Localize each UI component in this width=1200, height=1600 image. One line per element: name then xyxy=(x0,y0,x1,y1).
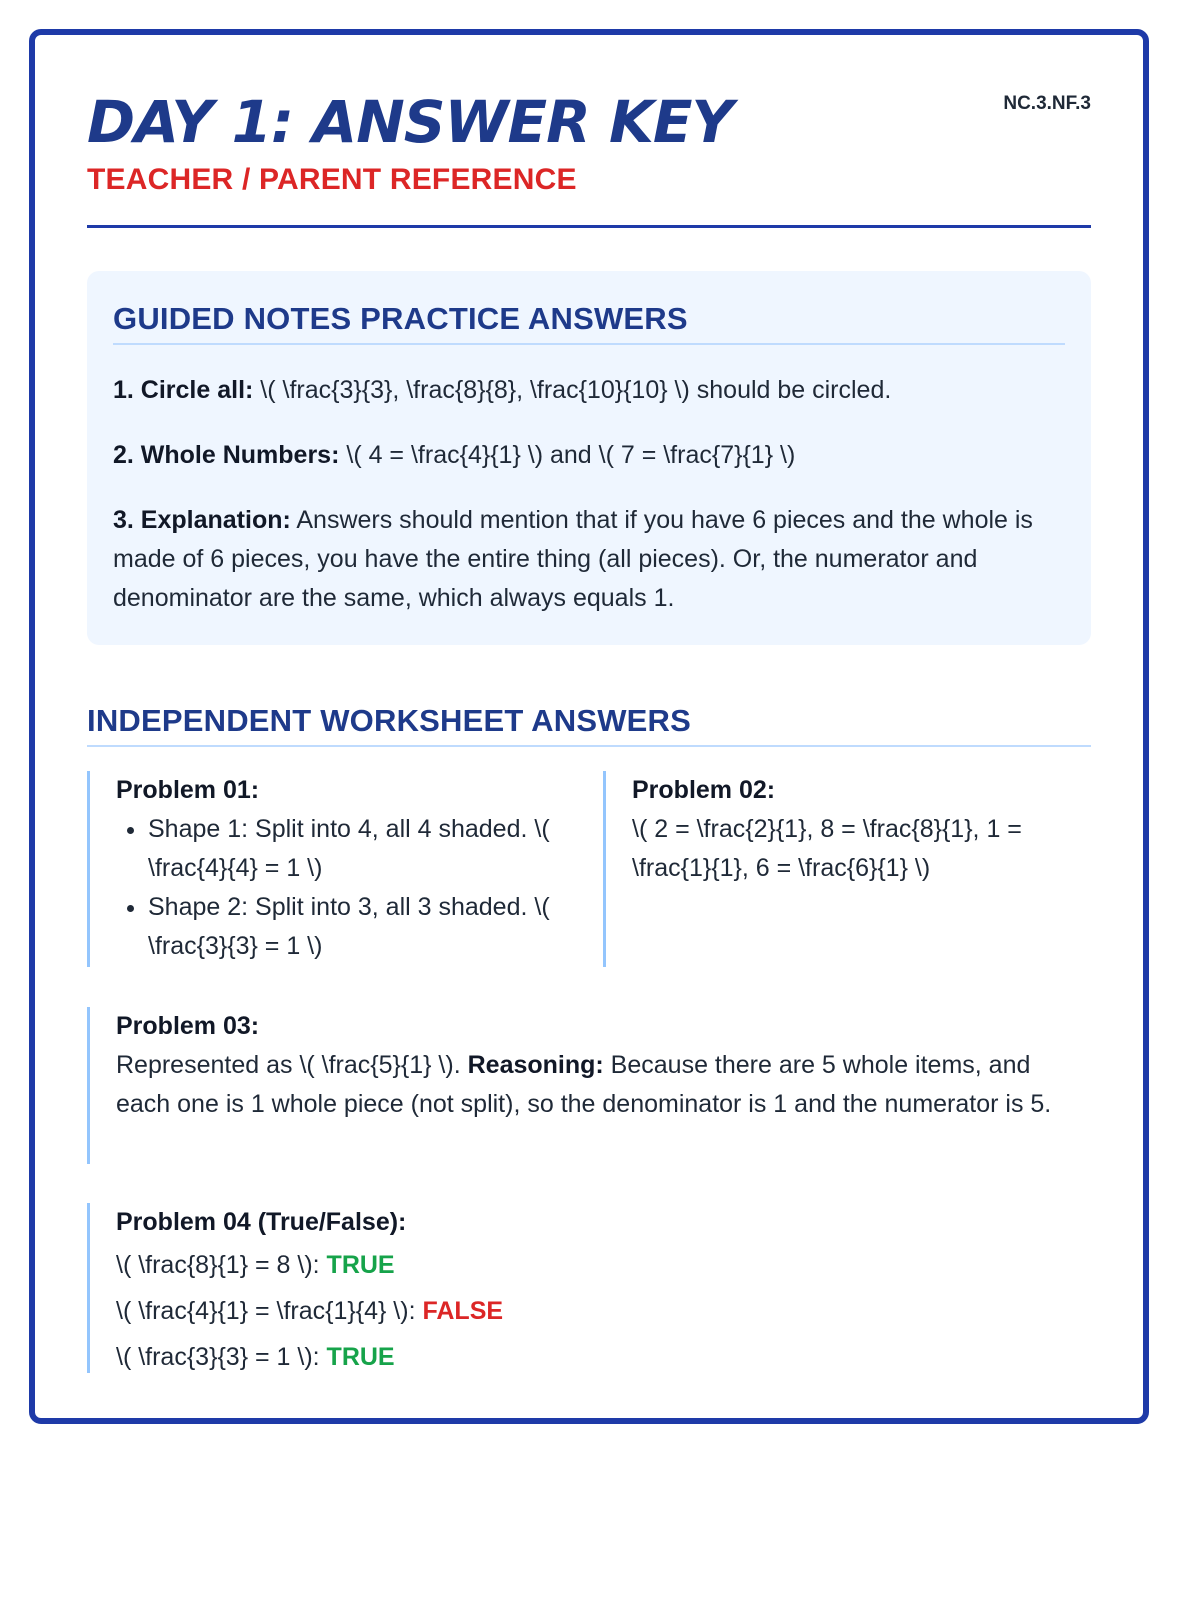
problem-title: Problem 04 (True/False): xyxy=(116,1208,407,1236)
guided-answer-label: 3. Explanation: xyxy=(113,506,291,534)
tf-answer: TRUE xyxy=(326,1251,395,1279)
guided-notes-section xyxy=(87,271,1091,645)
guided-answer-text: \( 4 = \frac{4}{1} \) and \( 7 = \frac{7}{1} \) xyxy=(339,441,796,469)
problem-02 xyxy=(603,771,1091,967)
tf-expression: \( \frac{8}{1} = 8 \): xyxy=(116,1251,327,1279)
independent-worksheet-section xyxy=(87,703,1091,1371)
true-false-line xyxy=(116,1288,1091,1334)
reasoning-text: Because there are 5 whole items, and each one is 1 whole piece (not split), so the denominator is 1 and the numerator is 5. xyxy=(116,1051,1052,1118)
list-item: • Shape 1: Split into 4, all 4 shaded. \( \frac{4}{4} = 1 \) xyxy=(148,810,597,888)
guided-answer-1 xyxy=(113,371,1065,410)
guided-answer-3 xyxy=(113,501,1065,618)
answer-key-card xyxy=(29,29,1149,1424)
guided-answer-label: 2. Whole Numbers: xyxy=(113,441,340,469)
problem-01 xyxy=(87,771,597,967)
tf-answer: FALSE xyxy=(422,1297,504,1325)
problem-03 xyxy=(87,1007,1091,1164)
problem-04 xyxy=(87,1203,1091,1373)
reasoning-label: Reasoning: xyxy=(467,1051,604,1079)
guided-answer-text: \( \frac{3}{3}, \frac{8}{8}, \frac{10}{10} \) should be circled. xyxy=(253,376,892,404)
header-divider xyxy=(87,225,1091,228)
independent-worksheet-heading: INDEPENDENT WORKSHEET ANSWERS xyxy=(87,703,1091,747)
tf-answer: TRUE xyxy=(326,1343,395,1371)
guided-answer-text: Answers should mention that if you have 6 pieces and the whole is made of 6 pieces, you have the entire thing (all pieces). Or, the numerator and denominator are the same, which always equals 1. xyxy=(113,506,1033,612)
problem-answer: \( 2 = \frac{2}{1}, 8 = \frac{8}{1}, 1 = \frac{1}{1}, 6 = \frac{6}{1} \) xyxy=(632,815,1022,882)
problem-01-list xyxy=(116,810,597,966)
guided-answer-label: 1. Circle all: xyxy=(113,376,254,404)
problem-title: Problem 01: xyxy=(116,776,260,804)
list-item: • Shape 2: Split into 3, all 3 shaded. \( \frac{3}{3} = 1 \) xyxy=(148,888,597,966)
true-false-line xyxy=(116,1334,1091,1380)
tf-expression: \( \frac{4}{1} = \frac{1}{4} \): xyxy=(116,1297,423,1325)
page-subtitle: TEACHER / PARENT REFERENCE xyxy=(87,163,577,196)
problem-answer xyxy=(116,1046,1091,1124)
guided-notes-heading: GUIDED NOTES PRACTICE ANSWERS xyxy=(113,301,1065,345)
problem-title: Problem 02: xyxy=(632,776,776,804)
answer-text: Represented as \( \frac{5}{1} \). xyxy=(116,1051,468,1079)
page-title: DAY 1: ANSWER KEY xyxy=(87,88,733,156)
standard-code: NC.3.NF.3 xyxy=(1003,93,1091,114)
problem-title: Problem 03: xyxy=(116,1012,260,1040)
tf-expression: \( \frac{3}{3} = 1 \): xyxy=(116,1343,327,1371)
guided-answer-2 xyxy=(113,436,1065,475)
true-false-line xyxy=(116,1242,1091,1288)
